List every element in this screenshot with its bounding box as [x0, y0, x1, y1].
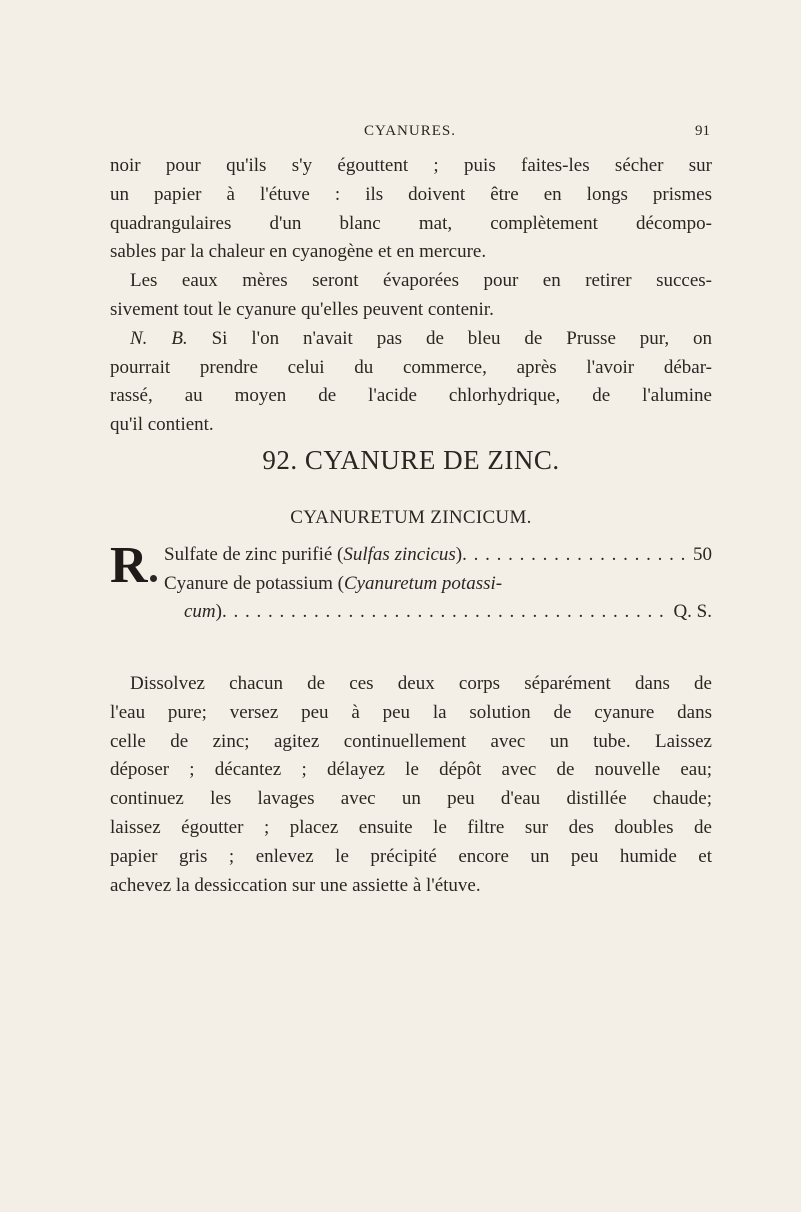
paragraph-drying [110, 152, 712, 267]
section-title: 92. CYANURE DE ZINC. [262, 445, 560, 475]
ingredient-row [164, 544, 712, 566]
ingredient-latin: Cyanuretum potassi- [343, 573, 503, 594]
text-line: Dissolvez chacun de ces deux corps séparément dans de [130, 673, 712, 694]
ingredient-latin-continued: cum [184, 601, 216, 622]
running-head: CYANURES. [364, 123, 456, 139]
text-line: laissez égoutter ; placez ensuite le filtre sur des doubles de [110, 816, 712, 838]
instructions-paragraph [110, 670, 712, 900]
recipe-symbol-dot [150, 575, 157, 582]
text-line: achevez la dessiccation sur une assiette à l'étuve. [110, 874, 481, 896]
ingredient-name: Sulfate de zinc purifié ( [164, 544, 344, 565]
text-line: un papier à l'étuve : ils doivent être en longs prismes [110, 183, 712, 205]
dot-leader [462, 544, 689, 566]
ingredient-name: Cyanure de potassium ( [164, 573, 344, 594]
dot-leader [222, 601, 669, 623]
nota-bene-label: N. B. [130, 327, 188, 349]
text-line [110, 325, 712, 354]
text-line: sables par la chaleur en cyanogène et en mercure. [110, 241, 487, 263]
text-line: sivement tout le cyanure qu'elles peuvent contenir. [110, 298, 494, 320]
ingredient-row [164, 573, 712, 595]
ingredient-row-continued [184, 601, 712, 623]
text-line: noir pour qu'ils s'y égouttent ; puis faites-les sécher sur [110, 155, 712, 176]
paragraph-mother-liquors [110, 267, 712, 325]
paragraph-nota-bene [110, 325, 712, 440]
nota-bene-text: Si l'on n'avait pas de bleu de Prusse pur, on [211, 327, 713, 349]
ingredient-quantity: Q. S. [673, 601, 712, 622]
text-line: rassé, au moyen de l'acide chlorhydrique, de l'alumine [110, 385, 712, 407]
recipe-symbol: R [110, 537, 148, 594]
text-line: pourrait prendre celui du commerce, après l'avoir débar- [110, 356, 712, 378]
text-line: quadrangulaires d'un blanc mat, complètement décompo- [110, 212, 712, 234]
text-line: celle de zinc; agitez continuellement avec un tube. Laissez [110, 730, 712, 752]
text-line: qu'il contient. [110, 414, 214, 436]
recipe-block [110, 537, 712, 650]
intro-text [110, 152, 712, 440]
text-line: continuez les lavages avec un peu d'eau distillée chaude; [110, 788, 712, 810]
text-line: l'eau pure; versez peu à peu la solution de cyanure dans [110, 701, 712, 723]
section-subtitle: CYANURETUM ZINCICUM. [290, 507, 532, 528]
ingredient-paren: ) [215, 601, 222, 622]
ingredient-quantity: 50 [693, 544, 712, 565]
page-number: 91 [695, 123, 710, 139]
ingredient-paren: ) [455, 544, 463, 565]
text-line: Les eaux mères seront évaporées pour en retirer succes- [130, 270, 712, 292]
text-line: papier gris ; enlevez le précipité encore un peu humide et [110, 845, 712, 867]
page-header [110, 123, 710, 147]
ingredient-latin: Sulfas zincicus [343, 544, 456, 565]
text-line: déposer ; décantez ; délayez le dépôt avec de nouvelle eau; [110, 759, 712, 781]
